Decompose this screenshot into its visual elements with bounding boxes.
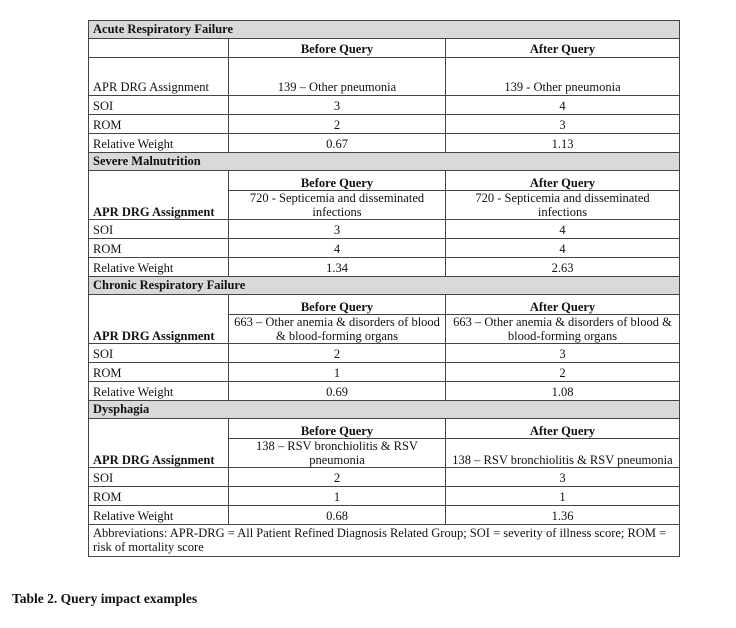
query-impact-table: [88, 20, 680, 557]
soi-row: [89, 220, 680, 239]
before-query-header: Before Query: [229, 419, 446, 439]
relative-weight-label: Relative Weight: [89, 382, 229, 401]
drg-before: 138 – RSV bronchiolitis & RSV pneumonia: [229, 439, 446, 468]
relative-weight-before: 1.34: [229, 258, 446, 277]
relative-weight-after: 1.36: [446, 506, 680, 525]
soi-label: SOI: [89, 220, 229, 239]
soi-before: 2: [229, 344, 446, 363]
section-title-row: [89, 401, 680, 419]
rom-row: [89, 115, 680, 134]
rom-label: ROM: [89, 487, 229, 506]
soi-label: SOI: [89, 96, 229, 115]
rom-after: 4: [446, 239, 680, 258]
rom-row: [89, 487, 680, 506]
drg-before: 720 - Septicemia and disseminated infections: [229, 191, 446, 220]
relative-weight-after: 1.08: [446, 382, 680, 401]
column-header-row: [89, 419, 680, 439]
soi-after: 3: [446, 468, 680, 487]
before-query-header: Before Query: [229, 39, 446, 58]
drg-after: 138 – RSV bronchiolitis & RSV pneumonia: [446, 439, 680, 468]
relative-weight-row: [89, 382, 680, 401]
drg-before: 139 – Other pneumonia: [229, 58, 446, 96]
section-title: Severe Malnutrition: [89, 153, 680, 171]
rom-label: ROM: [89, 239, 229, 258]
column-header-row: [89, 171, 680, 191]
drg-after: 720 - Septicemia and disseminated infections: [446, 191, 680, 220]
rom-row: [89, 239, 680, 258]
section-title: Chronic Respiratory Failure: [89, 277, 680, 295]
section-title-row: [89, 277, 680, 295]
relative-weight-row: [89, 258, 680, 277]
relative-weight-row: [89, 134, 680, 153]
relative-weight-label: Relative Weight: [89, 506, 229, 525]
table-caption: Table 2. Query impact examples: [12, 591, 198, 606]
relative-weight-label: Relative Weight: [89, 134, 229, 153]
rom-before: 1: [229, 363, 446, 382]
column-header-row: [89, 39, 680, 58]
after-query-header: After Query: [446, 39, 680, 58]
section-title-row: [89, 153, 680, 171]
drg-label: APR DRG Assignment: [89, 419, 229, 468]
drg-before: 663 – Other anemia & disorders of blood & blood-forming organs: [229, 315, 446, 344]
empty-label-cell: [89, 39, 229, 58]
relative-weight-label: Relative Weight: [89, 258, 229, 277]
soi-label: SOI: [89, 344, 229, 363]
after-query-header: After Query: [446, 295, 680, 315]
rom-after: 1: [446, 487, 680, 506]
relative-weight-before: 0.69: [229, 382, 446, 401]
soi-after: 3: [446, 344, 680, 363]
relative-weight-before: 0.68: [229, 506, 446, 525]
before-query-header: Before Query: [229, 295, 446, 315]
rom-before: 2: [229, 115, 446, 134]
soi-label: SOI: [89, 468, 229, 487]
soi-row: [89, 96, 680, 115]
rom-label: ROM: [89, 115, 229, 134]
soi-row: [89, 468, 680, 487]
rom-row: [89, 363, 680, 382]
relative-weight-row: [89, 506, 680, 525]
rom-after: 2: [446, 363, 680, 382]
after-query-header: After Query: [446, 171, 680, 191]
after-query-header: After Query: [446, 419, 680, 439]
soi-after: 4: [446, 96, 680, 115]
section-title-row: [89, 21, 680, 39]
relative-weight-after: 2.63: [446, 258, 680, 277]
table-body: [89, 21, 680, 557]
section-title: Dysphagia: [89, 401, 680, 419]
relative-weight-after: 1.13: [446, 134, 680, 153]
drg-label: APR DRG Assignment: [89, 171, 229, 220]
soi-after: 4: [446, 220, 680, 239]
rom-before: 1: [229, 487, 446, 506]
drg-after: 139 - Other pneumonia: [446, 58, 680, 96]
column-header-row: [89, 295, 680, 315]
drg-after: 663 – Other anemia & disorders of blood & blood-forming organs: [446, 315, 680, 344]
before-query-header: Before Query: [229, 171, 446, 191]
drg-row: [89, 58, 680, 96]
rom-before: 4: [229, 239, 446, 258]
footnote-row: [89, 525, 680, 557]
relative-weight-before: 0.67: [229, 134, 446, 153]
soi-before: 2: [229, 468, 446, 487]
soi-before: 3: [229, 96, 446, 115]
section-title: Acute Respiratory Failure: [89, 21, 680, 39]
rom-after: 3: [446, 115, 680, 134]
drg-label: APR DRG Assignment: [89, 295, 229, 344]
drg-label: APR DRG Assignment: [89, 58, 229, 96]
soi-before: 3: [229, 220, 446, 239]
rom-label: ROM: [89, 363, 229, 382]
abbreviations-footnote: Abbreviations: APR-DRG = All Patient Refined Diagnosis Related Group; SOI = severity of illness score; ROM = risk of mortality score: [89, 525, 680, 557]
soi-row: [89, 344, 680, 363]
